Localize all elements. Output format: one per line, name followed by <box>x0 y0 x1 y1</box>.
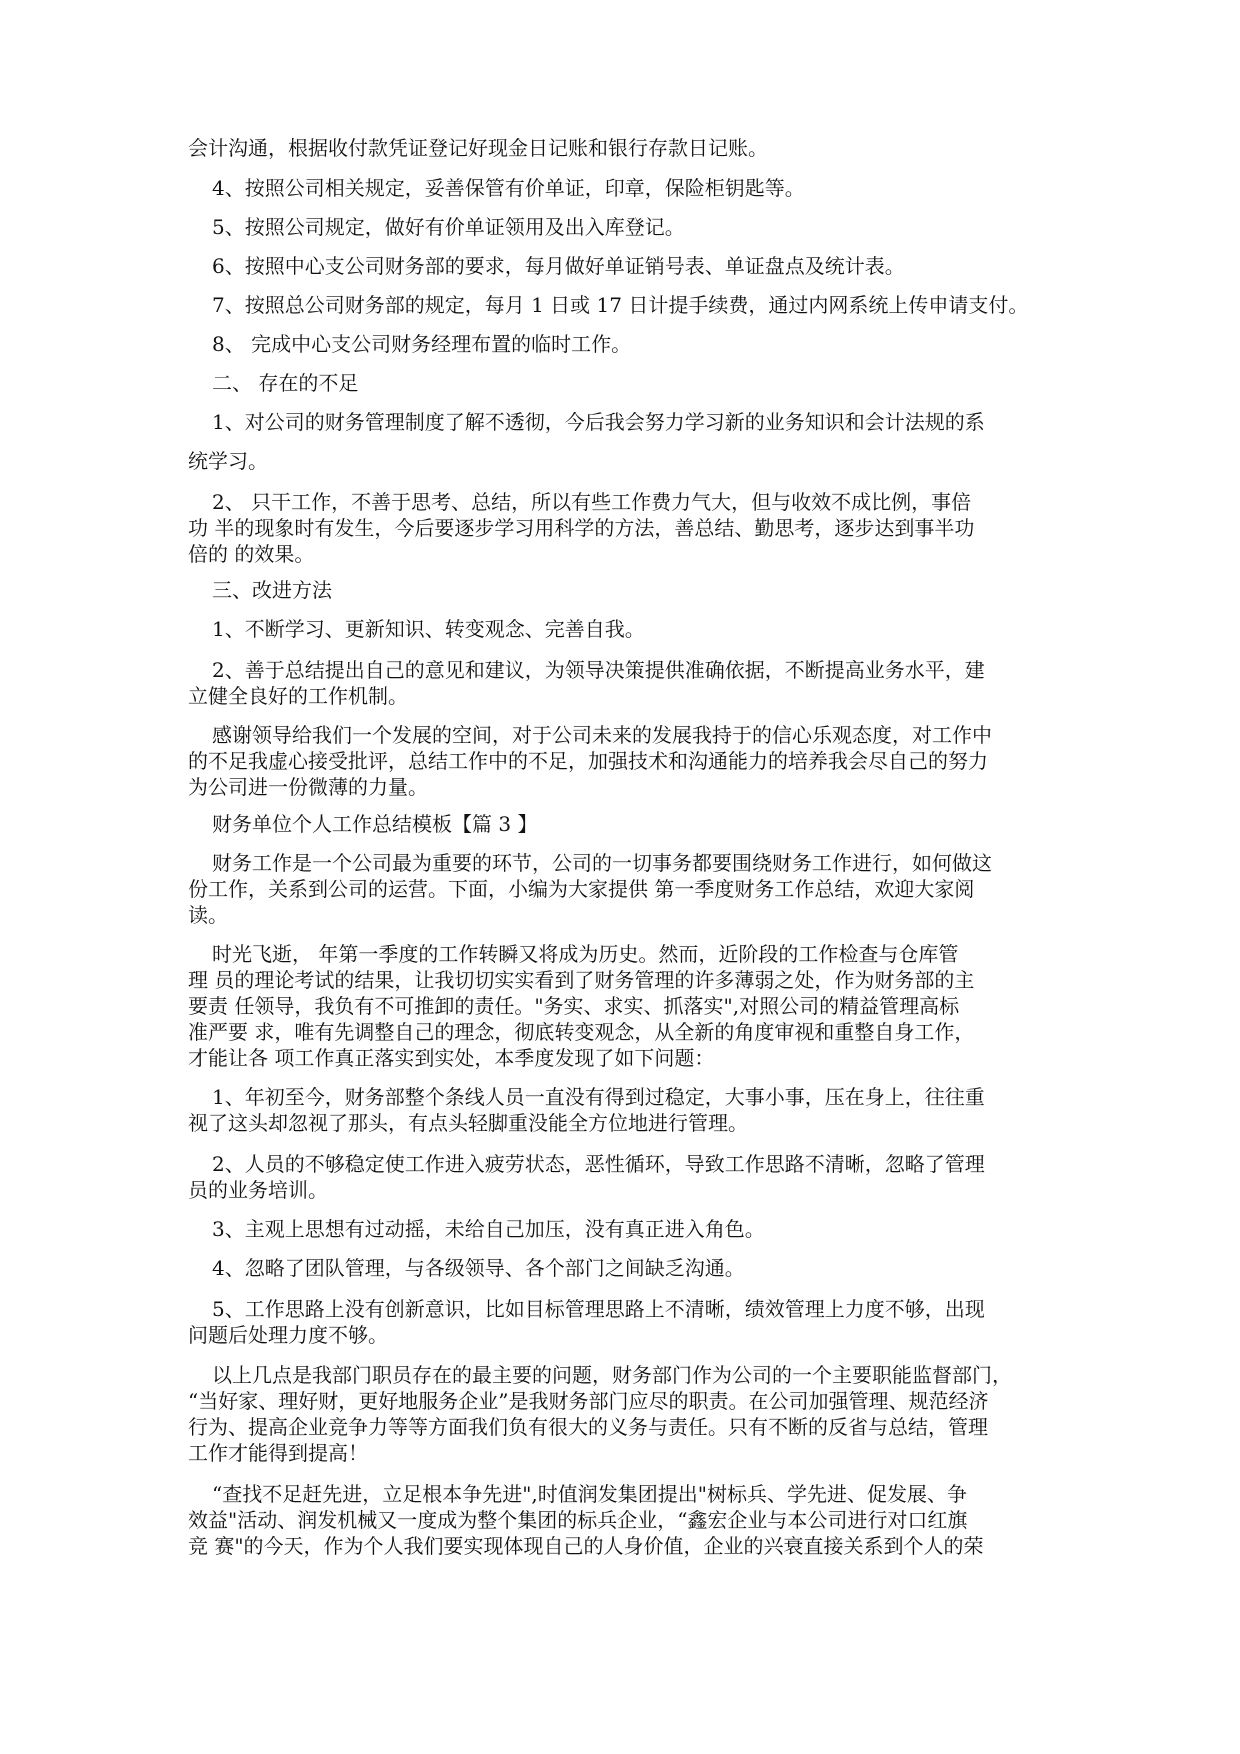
text-line: 3、主观上思想有过动摇，未给自己加压，没有真正进入角色。 <box>212 1217 765 1241</box>
text-line: 1、年初至今，财务部整个条线人员一直没有得到过稳定，大事小事，压在身上，往往重 <box>212 1085 985 1109</box>
text-line: 行为、提高企业竞争力等等方面我们负有很大的义务与责任。只有不断的反省与总结，管理 <box>188 1415 988 1439</box>
text-line: 份工作，关系到公司的运营。下面，小编为大家提供 第一季度财务工作总结，欢迎大家阅 <box>188 877 975 901</box>
text-line: 1、对公司的财务管理制度了解不透彻，今后我会努力学习新的业务知识和会计法规的系 <box>212 410 985 434</box>
text-line: 读。 <box>188 903 228 927</box>
text-line: 8、 完成中心支公司财务经理布置的临时工作。 <box>212 332 632 356</box>
text-line: “查找不足赶先进，立足根本争先进",时值润发集团提出"树标兵、学先进、促发展、争 <box>212 1482 967 1506</box>
text-line: 员的业务培训。 <box>188 1178 328 1202</box>
text-line: 视了这头却忽视了那头，有点头轻脚重没能全方位地进行管理。 <box>188 1111 748 1135</box>
text-line: 的不足我虚心接受批评，总结工作中的不足，加强技术和沟通能力的培养我会尽自己的努力 <box>188 749 988 773</box>
text-line: 时光飞逝， 年第一季度的工作转瞬又将成为历史。然而，近阶段的工作检查与仓库管 <box>212 942 959 966</box>
text-line: 7、按照总公司财务部的规定，每月 1 日或 17 日计提手续费，通过内网系统上传申请支付。 <box>212 293 1029 317</box>
text-line: 理 员的理论考试的结果，让我切切实实看到了财务管理的许多薄弱之处，作为财务部的主 <box>188 968 975 992</box>
text-line: “当好家、理好财，更好地服务企业”是我财务部门应尽的职责。在公司加强管理、规范经济 <box>188 1389 989 1413</box>
text-line: 倍的 的效果。 <box>188 542 315 566</box>
text-line: 2、人员的不够稳定使工作进入疲劳状态，恶性循环，导致工作思路不清晰，忽略了管理 <box>212 1152 985 1176</box>
text-line: 问题后处理力度不够。 <box>188 1323 388 1347</box>
text-line: 立健全良好的工作机制。 <box>188 684 408 708</box>
text-line: 1、不断学习、更新知识、转变观念、完善自我。 <box>212 617 645 641</box>
text-line: 4、按照公司相关规定，妥善保管有价单证，印章，保险柜钥匙等。 <box>212 176 805 200</box>
text-line: 工作才能得到提高！ <box>188 1441 368 1465</box>
text-line: 感谢领导给我们一个发展的空间，对于公司未来的发展我持于的信心乐观态度，对工作中 <box>212 723 992 747</box>
text-line: 会计沟通，根据收付款凭证登记好现金日记账和银行存款日记账。 <box>188 136 768 160</box>
text-line: 2、善于总结提出自己的意见和建议，为领导决策提供准确依据，不断提高业务水平，建 <box>212 658 985 682</box>
section-title: 财务单位个人工作总结模板【篇 3 】 <box>212 812 538 836</box>
text-line: 2、 只干工作，不善于思考、总结，所以有些工作费力气大，但与收效不成比例，事倍 <box>212 490 972 514</box>
text-line: 准严要 求，唯有先调整自己的理念，彻底转变观念，从全新的角度审视和重整自身工作， <box>188 1020 975 1044</box>
text-line: 功 半的现象时有发生，今后要逐步学习用科学的方法，善总结、勤思考，逐步达到事半功 <box>188 516 975 540</box>
text-line: 以上几点是我部门职员存在的最主要的问题，财务部门作为公司的一个主要职能监督部门， <box>212 1363 1012 1387</box>
text-line: 效益"活动、润发机械又一度成为整个集团的标兵企业，“鑫宏企业与本公司进行对口红旗 <box>188 1508 968 1532</box>
text-line: 竞 赛"的今天，作为个人我们要实现体现自己的人身价值，企业的兴衰直接关系到个人的荣 <box>188 1534 984 1558</box>
text-line: 为公司进一份微薄的力量。 <box>188 775 428 799</box>
text-line: 统学习。 <box>188 449 268 473</box>
text-line: 才能让各 项工作真正落实到实处，本季度发现了如下问题： <box>188 1046 715 1070</box>
text-line: 财务工作是一个公司最为重要的环节，公司的一切事务都要围绕财务工作进行，如何做这 <box>212 851 992 875</box>
text-line: 4、忽略了团队管理，与各级领导、各个部门之间缺乏沟通。 <box>212 1256 745 1280</box>
text-line: 要责 任领导，我负有不可推卸的责任。"务实、求实、抓落实",对照公司的精益管理高标 <box>188 994 960 1018</box>
text-line: 5、按照公司规定，做好有价单证领用及出入库登记。 <box>212 215 685 239</box>
section-heading: 二、 存在的不足 <box>212 371 359 395</box>
text-line: 6、按照中心支公司财务部的要求，每月做好单证销号表、单证盘点及统计表。 <box>212 254 905 278</box>
section-heading: 三、改进方法 <box>212 578 332 602</box>
text-line: 5、工作思路上没有创新意识，比如目标管理思路上不清晰，绩效管理上力度不够，出现 <box>212 1297 985 1321</box>
